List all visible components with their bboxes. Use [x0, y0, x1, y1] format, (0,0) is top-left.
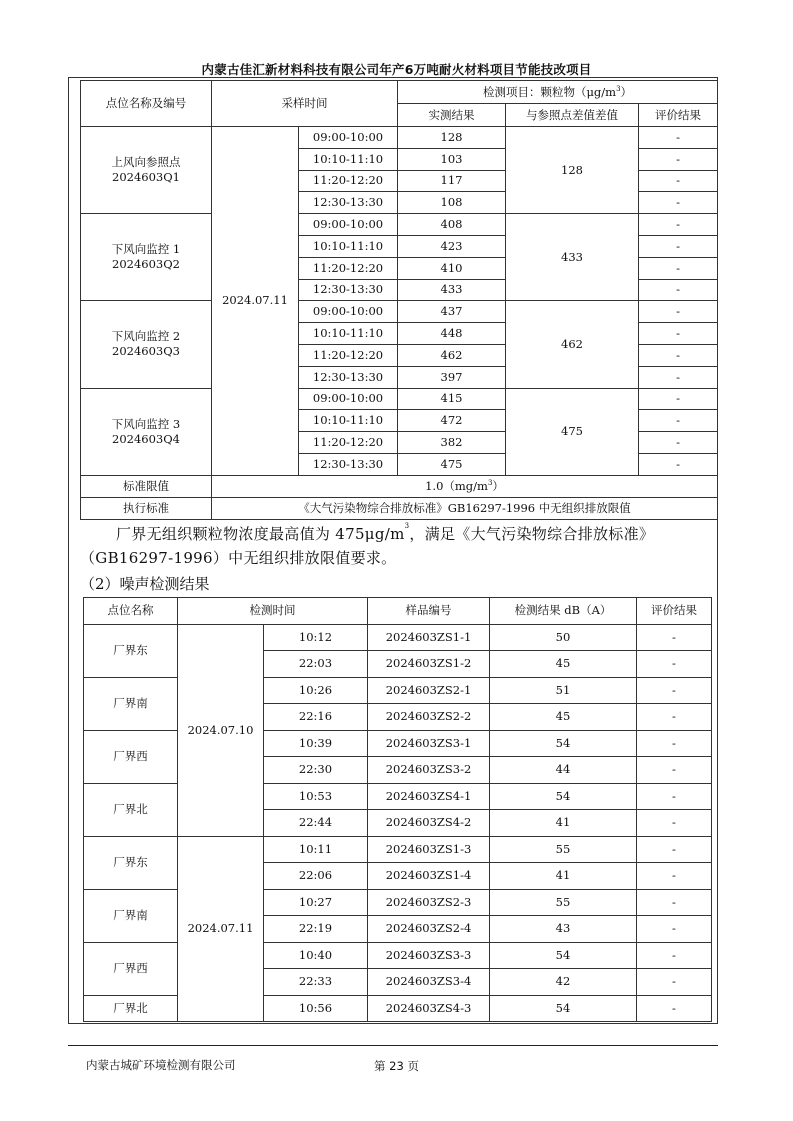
header-test-item-close: ）: [620, 84, 633, 99]
table-row: [81, 301, 718, 323]
noise-eval: -: [637, 757, 712, 784]
eval-result: -: [639, 127, 718, 149]
noise-point-name: 厂界东: [84, 624, 178, 677]
sampling-date: 2024.07.11: [212, 127, 299, 476]
measured-value: 475: [398, 453, 506, 475]
eval-result: -: [639, 410, 718, 432]
noise-time: 10:40: [264, 942, 368, 969]
eval-result: -: [639, 192, 718, 214]
noise-sample-id: 2024603ZS4-2: [368, 810, 490, 837]
noise-sample-id: 2024603ZS3-1: [368, 730, 490, 757]
document-header-title: 内蒙古佳汇新材料科技有限公司年产6万吨耐火材料项目节能技改项目: [201, 62, 592, 77]
time-slot: 10:10-11:10: [299, 235, 398, 257]
limit-value-close: ）: [492, 478, 504, 493]
eval-result: -: [639, 257, 718, 279]
noise-result: 54: [490, 783, 637, 810]
noise-time: 22:33: [264, 969, 368, 996]
time-slot: 09:00-10:00: [299, 214, 398, 236]
noise-time: 10:39: [264, 730, 368, 757]
time-slot: 12:30-13:30: [299, 453, 398, 475]
limit-label: 标准限值: [81, 475, 212, 497]
noise-eval: -: [637, 651, 712, 678]
noise-time: 10:26: [264, 677, 368, 704]
time-slot: 12:30-13:30: [299, 279, 398, 301]
point-code: 2024603Q3: [112, 344, 180, 359]
eval-result: -: [639, 388, 718, 410]
header-eval: 评价结果: [639, 104, 718, 127]
diff-value: 475: [506, 388, 639, 475]
noise-result: 54: [490, 942, 637, 969]
noise-time: 22:06: [264, 863, 368, 890]
measured-value: 472: [398, 410, 506, 432]
noise-time: 22:19: [264, 916, 368, 943]
particulate-table: [80, 80, 718, 520]
eval-result: -: [639, 235, 718, 257]
diff-value: 462: [506, 301, 639, 388]
eval-result: -: [639, 214, 718, 236]
noise-result: 54: [490, 730, 637, 757]
noise-table: [83, 597, 712, 1022]
noise-eval: -: [637, 863, 712, 890]
footer-organization: 内蒙古城矿环境检测有限公司: [86, 1058, 236, 1072]
header-diff: 与参照点差值差值: [506, 104, 639, 127]
noise-sample-id: 2024603ZS1-1: [368, 624, 490, 651]
eval-result: -: [639, 170, 718, 192]
page-frame-left: [68, 77, 69, 1024]
noise-sample-id: 2024603ZS2-3: [368, 889, 490, 916]
measured-value: 448: [398, 323, 506, 345]
time-slot: 11:20-12:20: [299, 344, 398, 366]
header-test-item-sup: 3: [616, 84, 621, 93]
noise-sample-id: 2024603ZS4-1: [368, 783, 490, 810]
point-name: 下风向监控 1: [111, 242, 181, 257]
time-slot: 10:10-11:10: [299, 323, 398, 345]
noise-sample-id: 2024603ZS1-4: [368, 863, 490, 890]
time-slot: 11:20-12:20: [299, 170, 398, 192]
conclusion-sup: 3: [404, 522, 410, 530]
noise-result: 41: [490, 863, 637, 890]
noise-time: 22:03: [264, 651, 368, 678]
eval-result: -: [639, 432, 718, 454]
measured-value: 117: [398, 170, 506, 192]
noise-sample-id: 2024603ZS2-1: [368, 677, 490, 704]
noise-result: 54: [490, 995, 637, 1022]
limit-value-text: 1.0（mg/m: [425, 478, 488, 493]
table-row: [81, 127, 718, 149]
noise-time: 22:16: [264, 704, 368, 731]
noise-eval: -: [637, 704, 712, 731]
noise-result: 44: [490, 757, 637, 784]
measured-value: 103: [398, 148, 506, 170]
noise-result: 43: [490, 916, 637, 943]
noise-date: 2024.07.10: [178, 624, 264, 836]
noise-eval: -: [637, 836, 712, 863]
measured-value: 433: [398, 279, 506, 301]
point-code: 2024603Q2: [112, 257, 180, 272]
noise-result: 51: [490, 677, 637, 704]
noise-result: 55: [490, 836, 637, 863]
noise-eval: -: [637, 942, 712, 969]
measured-value: 415: [398, 388, 506, 410]
conclusion-paragraph: [80, 522, 720, 570]
eval-result: -: [639, 279, 718, 301]
point-name: 上风向参照点: [111, 155, 181, 170]
monitoring-point: [81, 301, 212, 388]
eval-result: -: [639, 344, 718, 366]
noise-time: 22:30: [264, 757, 368, 784]
header-test-item-text: 检测项目：颗粒物（μg/m: [482, 84, 617, 99]
noise-point-name: 厂界西: [84, 730, 178, 783]
noise-result: 55: [490, 889, 637, 916]
time-slot: 11:20-12:20: [299, 432, 398, 454]
monitoring-point: [81, 214, 212, 301]
noise-sample-id: 2024603ZS3-3: [368, 942, 490, 969]
time-slot: 10:10-11:10: [299, 148, 398, 170]
noise-header-time: 检测时间: [178, 598, 368, 625]
diff-value: 128: [506, 127, 639, 214]
noise-result: 45: [490, 704, 637, 731]
noise-sample-id: 2024603ZS1-2: [368, 651, 490, 678]
point-code: 2024603Q1: [112, 170, 180, 185]
noise-time: 10:12: [264, 624, 368, 651]
noise-header-point: 点位名称: [84, 598, 178, 625]
noise-time: 10:53: [264, 783, 368, 810]
table-row: [81, 214, 718, 236]
noise-header-sample: 样品编号: [368, 598, 490, 625]
header-sampling-time: 采样时间: [212, 81, 398, 127]
table-row: [84, 624, 712, 651]
measured-value: 382: [398, 432, 506, 454]
time-slot: 10:10-11:10: [299, 410, 398, 432]
noise-eval: -: [637, 916, 712, 943]
time-slot: 09:00-10:00: [299, 127, 398, 149]
eval-result: -: [639, 148, 718, 170]
monitoring-point: [81, 388, 212, 475]
point-name: 下风向监控 3: [111, 416, 181, 431]
noise-sample-id: 2024603ZS2-4: [368, 916, 490, 943]
noise-date: 2024.07.11: [178, 836, 264, 1022]
measured-value: 423: [398, 235, 506, 257]
noise-point-name: 厂界南: [84, 677, 178, 730]
noise-time: 10:27: [264, 889, 368, 916]
noise-time: 10:56: [264, 995, 368, 1022]
noise-result: 45: [490, 651, 637, 678]
diff-value: 433: [506, 214, 639, 301]
conclusion-text-before: 厂界无组织颗粒物浓度最高值为 475μg/m: [116, 525, 405, 543]
time-slot: 12:30-13:30: [299, 366, 398, 388]
noise-eval: -: [637, 730, 712, 757]
eval-result: -: [639, 323, 718, 345]
header-rule: [68, 77, 718, 78]
noise-point-name: 厂界东: [84, 836, 178, 889]
measured-value: 408: [398, 214, 506, 236]
time-slot: 09:00-10:00: [299, 301, 398, 323]
noise-point-name: 厂界北: [84, 995, 178, 1022]
standard-value: 《大气污染物综合排放标准》GB16297-1996 中无组织排放限值: [212, 497, 718, 519]
point-name: 下风向监控 2: [111, 329, 181, 344]
eval-result: -: [639, 301, 718, 323]
monitoring-point: [81, 127, 212, 214]
measured-value: 108: [398, 192, 506, 214]
eval-result: -: [639, 453, 718, 475]
noise-time: 22:44: [264, 810, 368, 837]
measured-value: 128: [398, 127, 506, 149]
limit-value: [212, 475, 718, 497]
header-point-name: 点位名称及编号: [81, 81, 212, 127]
noise-header-result: 检测结果 dB（A）: [490, 598, 637, 625]
footer-rule: [68, 1045, 718, 1046]
noise-eval: -: [637, 810, 712, 837]
noise-point-name: 厂界西: [84, 942, 178, 995]
noise-header-eval: 评价结果: [637, 598, 712, 625]
noise-result: 41: [490, 810, 637, 837]
noise-point-name: 厂界南: [84, 889, 178, 942]
noise-eval: -: [637, 677, 712, 704]
page-frame-bottom: [68, 1023, 718, 1024]
time-slot: 11:20-12:20: [299, 257, 398, 279]
noise-result: 42: [490, 969, 637, 996]
noise-result: 50: [490, 624, 637, 651]
header-test-item: [398, 81, 718, 104]
noise-eval: -: [637, 995, 712, 1022]
noise-sample-id: 2024603ZS3-2: [368, 757, 490, 784]
table-row: [84, 836, 712, 863]
header-measured: 实测结果: [398, 104, 506, 127]
noise-sample-id: 2024603ZS4-3: [368, 995, 490, 1022]
time-slot: 09:00-10:00: [299, 388, 398, 410]
measured-value: 437: [398, 301, 506, 323]
noise-point-name: 厂界北: [84, 783, 178, 836]
noise-eval: -: [637, 624, 712, 651]
noise-sample-id: 2024603ZS3-4: [368, 969, 490, 996]
limit-value-sup: 3: [487, 478, 493, 487]
noise-sample-id: 2024603ZS2-2: [368, 704, 490, 731]
noise-eval: -: [637, 783, 712, 810]
measured-value: 410: [398, 257, 506, 279]
standard-label: 执行标准: [81, 497, 212, 519]
noise-sample-id: 2024603ZS1-3: [368, 836, 490, 863]
noise-time: 10:11: [264, 836, 368, 863]
measured-value: 462: [398, 344, 506, 366]
measured-value: 397: [398, 366, 506, 388]
noise-eval: -: [637, 969, 712, 996]
standard-row: [81, 497, 718, 519]
time-slot: 12:30-13:30: [299, 192, 398, 214]
limit-row: [81, 475, 718, 497]
table-row: [81, 388, 718, 410]
eval-result: -: [639, 366, 718, 388]
point-code: 2024603Q4: [112, 431, 180, 446]
conclusion-text-after: ，满足《大气污染物综合排放标准》（GB16297-1996）中无组织排放限值要求。: [80, 525, 655, 567]
noise-eval: -: [637, 889, 712, 916]
noise-section-title: （2）噪声检测结果: [80, 575, 210, 593]
footer-page-number: 第 23 页: [374, 1059, 419, 1073]
